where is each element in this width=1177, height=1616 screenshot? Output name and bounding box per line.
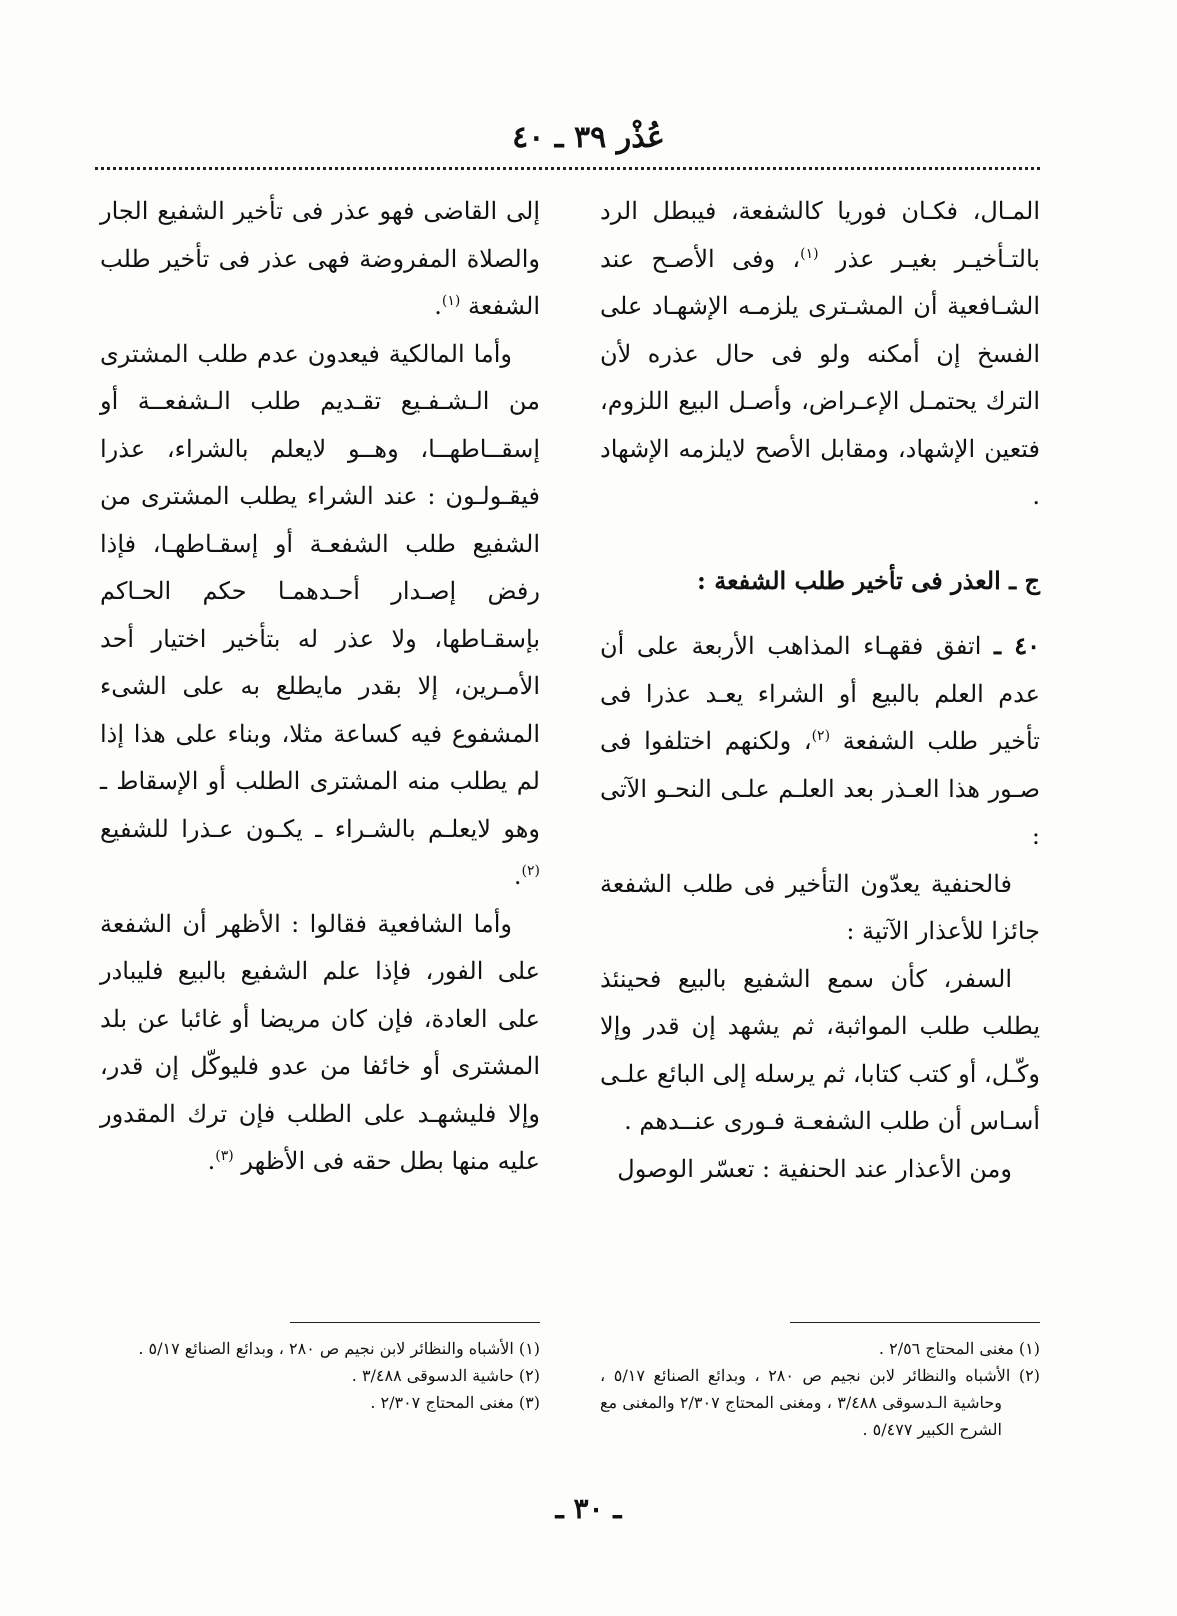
paragraph-text: إلى القاضى فهو عذر فى تأخير الشفيع الجار والصلاة المفروضة فهى عذر فى تأخير طلب الشفعة [100, 197, 540, 320]
footnote: (٢) حاشية الدسوقى ٣/٤٨٨ . [351, 1366, 540, 1385]
paragraph [600, 622, 1040, 861]
page-number: ـ ٣٠ ـ [555, 1492, 622, 1525]
paragraph [100, 188, 540, 331]
paragraph-text: . [434, 292, 442, 320]
footnote-ref: (١) [800, 245, 819, 262]
paragraph-text: . [513, 862, 522, 890]
footnote: (١) الأشباه والنظائر لابن نجيم ص ٢٨٠ ، وبدائع الصنائع ٥/١٧ . [138, 1339, 540, 1358]
paragraph-text: اتفق فقهـاء المذاهب الأربعة على أن عدم العلم بالبيع أو الشراء يعـد عذرا فى تأخير طلب الشفعة [600, 632, 1040, 755]
paragraph-text: المـال، فكـان فوريا كالشفعة، فيبطل الرد بالتـأخيـر بغيـر عذر [600, 197, 1040, 273]
footnote-ref: (٢) [521, 863, 540, 879]
footnote-ref: (٣) [215, 1148, 234, 1164]
paragraph-text: ، وفى الأصـح عند الشـافعية أن المشـترى يلزمـه الإشهـاد على الفسخ إن أمكنه ولو فى حال عذره لأن الترك يحتمـل الإعـراض، وأصـل البيع اللزوم، فتعين الإشهاد، ومقابل الأصح لايلزمه الإشهاد . [600, 244, 1040, 510]
paragraph [600, 188, 1040, 521]
paragraph-text: ، ولكنهم اختلفوا فى صـور هذا العـذر بعد العلـم علـى النحـو الآتى : [600, 727, 1040, 850]
header-dotted-rule [95, 167, 1040, 170]
footnote-rule [290, 1322, 540, 1323]
footnote-rule [790, 1322, 1040, 1323]
paragraph: فالحنفية يعدّون التأخير فى طلب الشفعة جائزا للأعذار الآتية : [600, 869, 1040, 945]
paragraph-text: وأما المالكية فيعدون عدم طلب المشترى من الـشـفـيع تقـديم طلب الـشفعــة أو إسقــاطهــا، وهــو لايعلم بالشراء، عذرا فيقـولـون : عند الشراء يطلب المشترى من الشفيع طلب الشفعـة أو إسقـاطهـا، فإذا رفض إصـدار أحـدهمـا حكم الحـاكم بإسقـاطها، ولا عذر له بتأخير اختيار أحد الأمـرين، إلا بقدر مايطلع به على الشىء المشفوع فيه كساعة مثلا، وبناء على هذا إذا لم يطلب منه المشترى الطلب أو الإسقاط ـ وهو لايعلـم بالشـراء ـ يكـون عـذرا للشفيع [100, 339, 540, 843]
footnote: (٢) الأشباه والنظائر لابن نجيم ص ٢٨٠ ، وبدائع الصنائع ٥/١٧ ، وحاشية الـدسوقى ٣/٤٨٨ ، ومغنى المحتاج ٢/٣٠٧ والمغنى مع الشرح الكبير ٥/٤٧٧ . [600, 1366, 1041, 1439]
left-column [100, 188, 540, 1186]
footnotes-left [100, 1335, 540, 1416]
footnote: (٣) مغنى المحتاج ٢/٣٠٧ . [370, 1393, 540, 1412]
paragraph: السفر، كأن سمع الشفيع بالبيع فحينئذ يطلب طلب المواثبة، ثم يشهد إن قدر وإلا وكّـل، أو كتب كتابا، ثم يرسله إلى البائع علـى أسـاس أن طلب الشفعـة فـورى عنــدهم . [600, 964, 1040, 1135]
paragraph-text: وأما الشافعية فقالوا : الأظهر أن الشفعة على الفور، فإذا علم الشفيع بالبيع فليبادر على العادة، فإن كان مريضا أو غائبا عن بلد المشترى أو خائفا من عدو فليوكّل إن قدر، وإلا فليشهـد على الطلب فإن ترك المقدور عليه منها بطل حقه فى الأظهر [100, 909, 540, 1175]
footnote-ref: (١) [441, 293, 461, 309]
section-heading: ج ـ العذر فى تأخير طلب الشفعة : [697, 565, 1040, 595]
section-number: ٤٠ ـ [993, 631, 1041, 660]
footnote-ref: (٢) [811, 728, 831, 744]
footnotes-right [600, 1335, 1040, 1443]
right-column [600, 188, 1040, 1193]
paragraph [100, 901, 540, 1186]
page-header-title: عُذْر ٣٩ ـ ٤٠ [512, 120, 665, 155]
paragraph [100, 331, 540, 901]
paragraph-text: . [207, 1147, 216, 1175]
footnote: (١) مغنى المحتاج ٢/٥٦ . [878, 1339, 1040, 1358]
paragraph: ومن الأعذار عند الحنفية : تعسّر الوصول [617, 1154, 1012, 1183]
